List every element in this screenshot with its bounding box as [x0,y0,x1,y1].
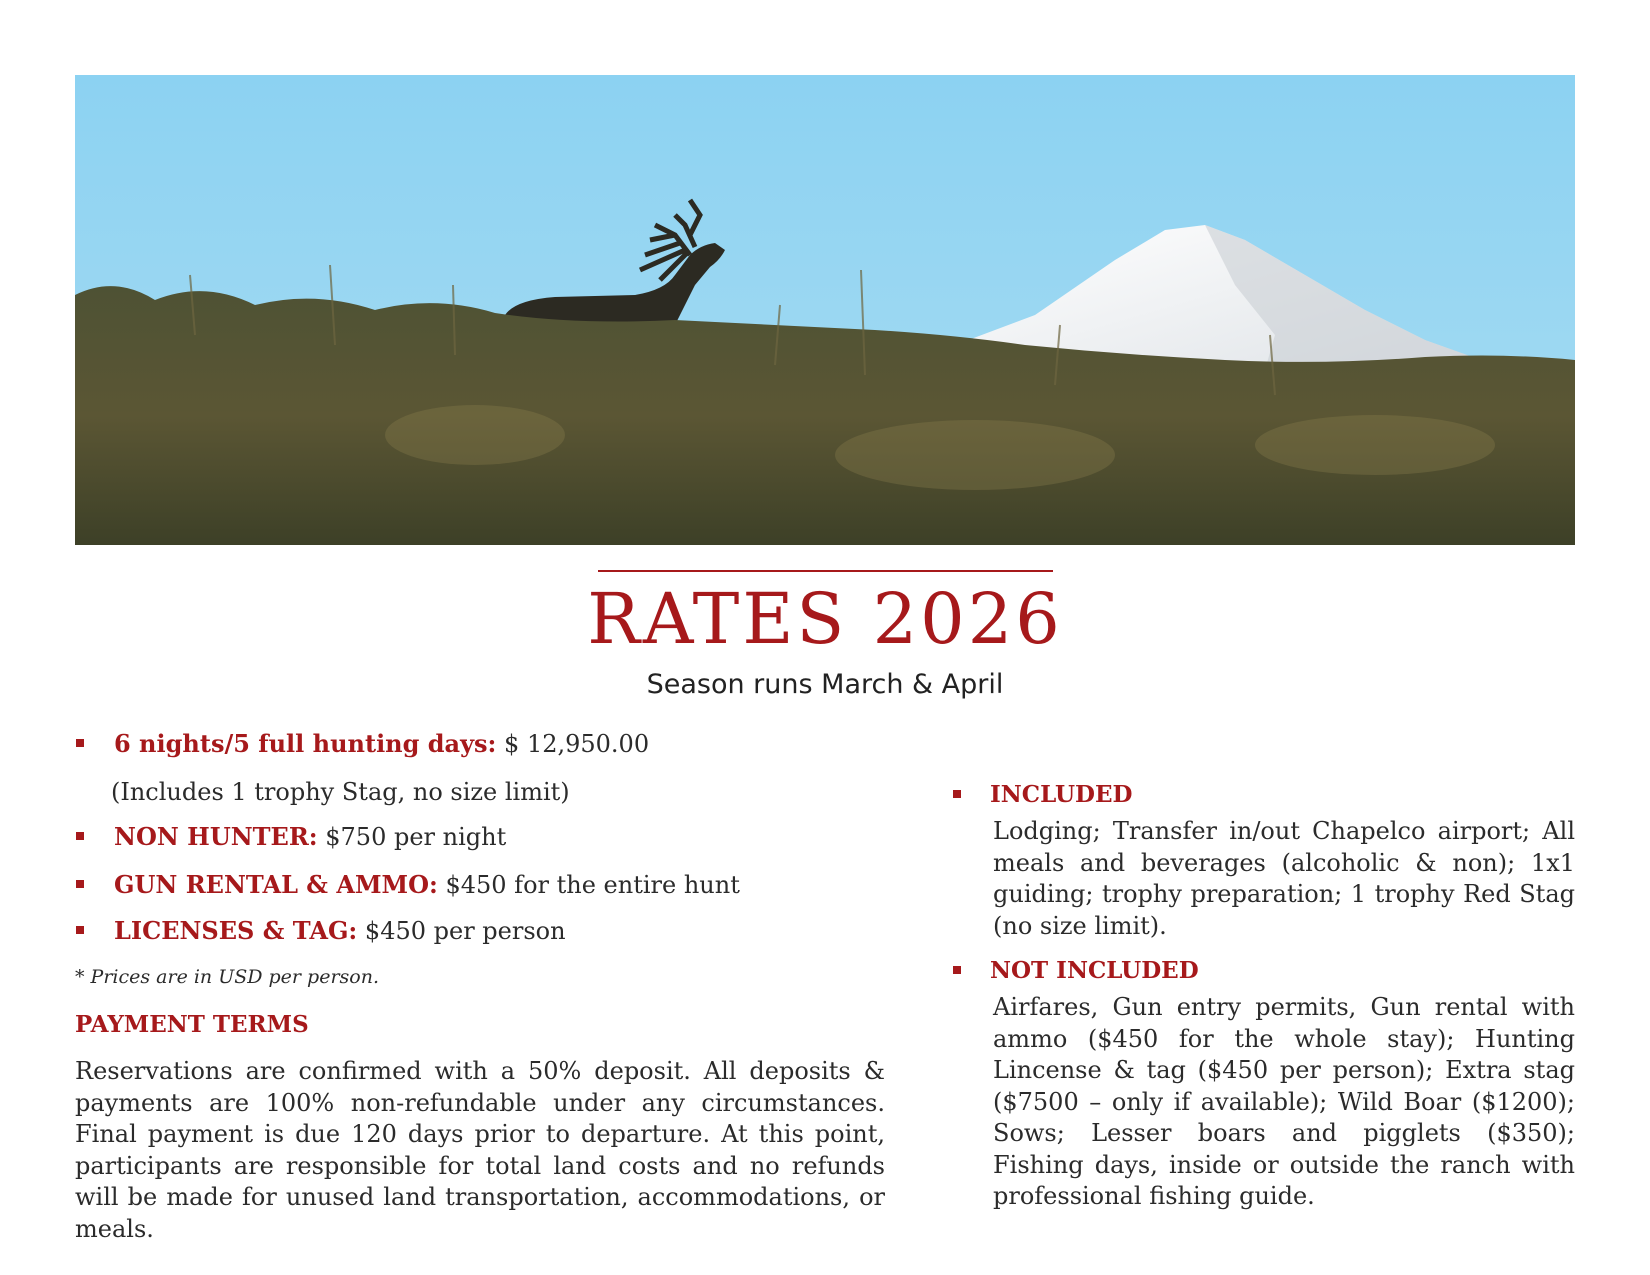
page-subtitle: Season runs March & April [646,669,1004,700]
rate-item-licenses [114,916,566,946]
rate-value: $ 12,950.00 [496,730,650,758]
rate-label: LICENSES & TAG: [114,916,358,945]
bullet-icon [76,926,84,934]
hero-photo [75,75,1575,545]
rate-label: GUN RENTAL & AMMO: [114,870,438,899]
rate-subnote: (Includes 1 trophy Stag, no size limit) [111,778,570,806]
title-rule [598,570,1053,572]
stag-landscape-image [75,75,1575,545]
bullet-icon [76,880,84,888]
payment-terms-heading: PAYMENT TERMS [75,1011,309,1038]
included-text: Lodging; Transfer in/out Chapelco airport; All meals and beverages (alcoholic & non); 1x1 guiding; trophy preparation; 1 trophy Red Stag (no size limit). [993,817,1575,940]
not-included-heading: NOT INCLUDED [990,957,1199,984]
rate-label: 6 nights/5 full hunting days: [114,729,497,758]
not-included-text: Airfares, Gun entry permits, Gun rental with ammo ($450 for the whole stay); Hunting Lincense & tag ($450 per person); Extra stag ($7500 – only if available); Wild Boar ($1200); Sows; Lesser boars and pigglets ($350); Fishing days, inside or outside the ranch with professional fishing guide. [993,993,1575,1210]
rate-value: $450 for the entire hunt [437,871,740,899]
rate-item-non-hunter [114,822,506,852]
rate-value: $750 per night [317,823,507,851]
included-heading: INCLUDED [990,781,1133,808]
rate-value: $450 per person [357,917,566,945]
bullet-icon [76,739,84,747]
bullet-icon [76,832,84,840]
rate-item-gun-rental [114,870,740,900]
bullet-icon [953,790,961,798]
payment-terms-text: Reservations are confirmed with a 50% deposit. All deposits & payments are 100% non-refundable under any circumstances. Final payment is due 120 days prior to departure. At this point, participants are responsible for total land costs and no refunds will be made for unused land transportation, accommodations, or meals. [75,1057,885,1243]
rate-item-hunting [114,729,649,759]
price-note: * Prices are in USD per person. [75,966,379,988]
rate-label: NON HUNTER: [114,822,318,851]
page-title: RATES 2026 [587,578,1063,660]
bullet-icon [953,966,961,974]
